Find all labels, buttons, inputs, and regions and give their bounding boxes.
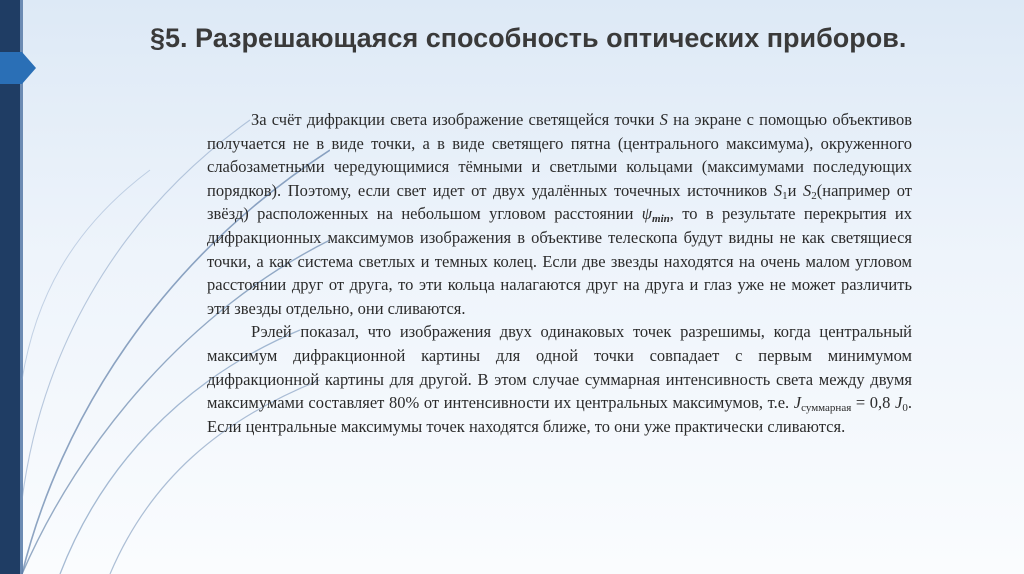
subscript-min: min [652,213,670,226]
equation-coefficient: = 0,8 [851,393,896,413]
slide-body [207,108,912,438]
subscript-summarnaya: суммарная [801,402,852,415]
p1-text-4: (например от звёзд) расположенных на небольшом угловом расстоянии [207,180,912,224]
p1-text-3: и [787,180,804,200]
symbol-psi: ψ [641,204,653,224]
subscript-2: 2 [811,189,817,202]
subscript-0: 0 [902,402,908,415]
slide-title: §5. Разрешающаяся способность оптических приборов. [150,23,907,53]
p1-text-2: на экране с помощью объективов получается не в виде точки, а в виде светящего пятна (центрального максимума), окруженного слабозаметными чередующимися тёмными и светлыми кольцами (максимумами последующих порядков). Поэтому, если свет идет от двух удалённых точечных источников [207,110,912,200]
arrow-bullet-tip-icon [22,52,36,84]
symbol-s2: S [803,180,812,200]
p1-text-1: За счёт дифракции света изображение светящейся точки [251,110,660,129]
symbol-j0: J [895,393,903,413]
paragraph-rayleigh [207,320,912,438]
symbol-s1: S [773,180,783,200]
paragraph-diffraction [207,108,912,320]
symbol-s: S [659,110,668,129]
subscript-1: 1 [782,189,788,202]
p2-text-1: Рэлей показал, что изображения двух одинаковых точек разрешимы, когда центральный максимум дифракционной картины для одной точки совпадает с первым минимумом дифракционной картины для другой. В этом случае суммарная интенсивность света между двумя максимумами составляет 80% от интенсивности их центральных максимумов, т.е. [207,322,912,413]
arrow-bullet-icon [0,52,22,84]
p1-text-5: , то в результате перекрытия их дифракционных максимумов изображения в объективе телескопа будут видны не как светящиеся точки, а как система светлых и темных колец. Если две звезды находятся на очень малом угловом расстоянии друг от друга, то эти кольца налагаются друг на друга и глаз уже не может различить эти звезды отдельно, они сливаются. [207,204,912,318]
p2-text-2: . Если центральные максимумы точек находятся ближе, то они уже практически сливаются. [207,393,912,436]
symbol-j: J [793,393,802,413]
